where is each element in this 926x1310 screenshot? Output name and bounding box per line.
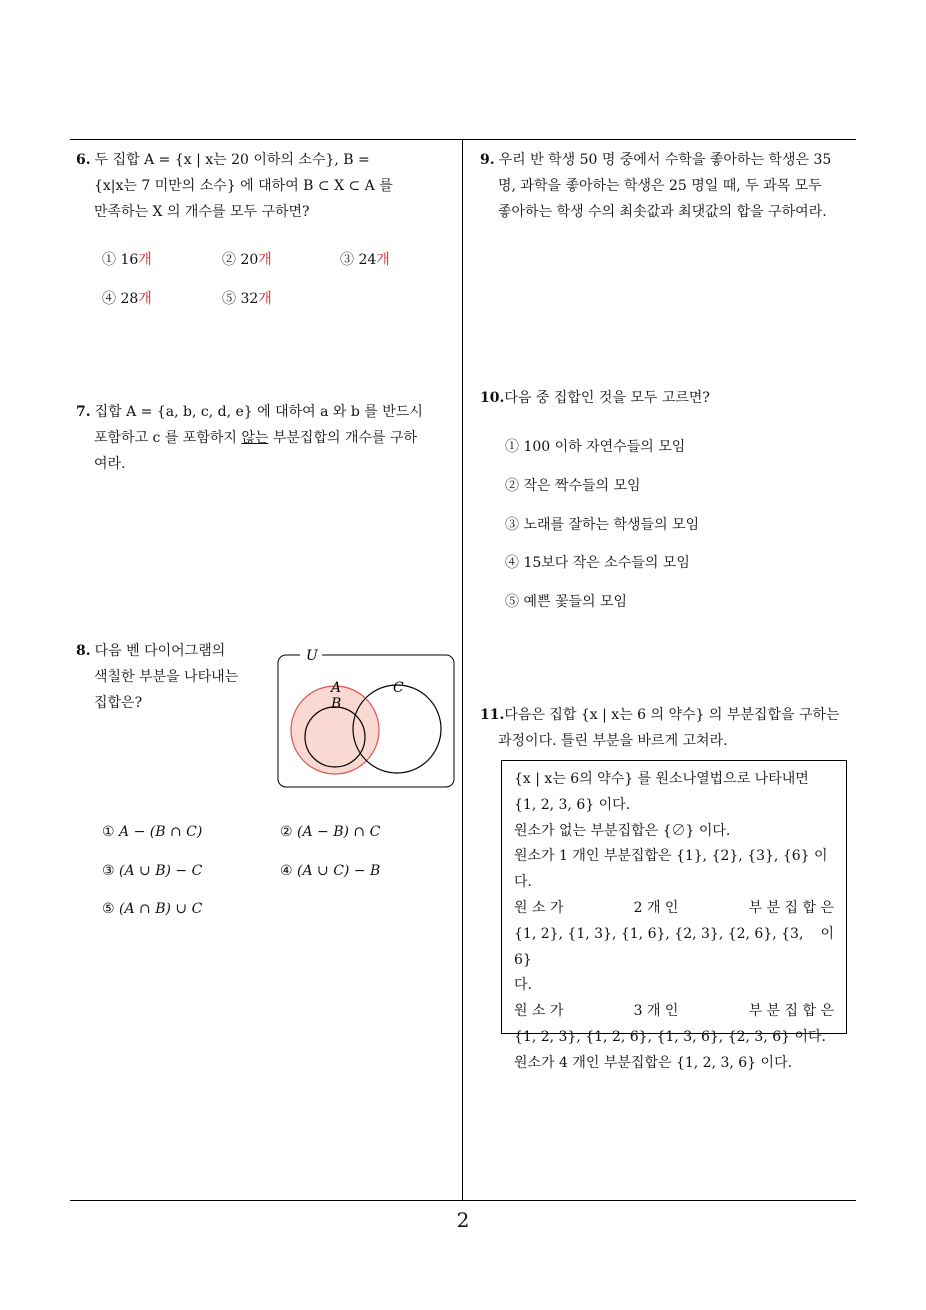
q6-option-3[interactable]: ③ 24개 — [340, 252, 390, 268]
question-text-line: 다음 중 집합인 것을 모두 고르면? — [504, 390, 710, 406]
page-number: 2 — [456, 1208, 470, 1232]
question-text-line: 색칠한 부분을 나타내는 — [94, 669, 239, 685]
q6-option-2[interactable]: ② 20개 — [222, 252, 272, 268]
question-11 — [480, 702, 860, 754]
box-line: {1, 2, 3}, {1, 2, 6}, {1, 3, 6}, {2, 3, 6} 이다. — [514, 1028, 826, 1045]
question-text-line: 만족하는 X 의 개수를 모두 구하면? — [94, 204, 310, 220]
set-a-label: A — [331, 680, 342, 696]
question-text-fragment: 포함하고 c 를 포함하지 — [94, 430, 242, 446]
question-text-line: 과정이다. 틀린 부분을 바르게 고쳐라. — [498, 733, 728, 749]
question-6 — [76, 147, 456, 225]
q8-option-5[interactable]: ⑤ (A ∩ B) ∪ C — [102, 901, 203, 917]
set-c-label: C — [393, 680, 404, 696]
question-9 — [480, 147, 860, 225]
question-7 — [76, 399, 456, 477]
question-number: 9. — [480, 152, 495, 168]
question-8 — [76, 638, 266, 716]
question-10 — [480, 385, 860, 411]
q8-option-2[interactable]: ② (A − B) ∩ C — [280, 824, 381, 840]
q10-option-5[interactable]: ⑤ 예쁜 꽃들의 모임 — [505, 594, 628, 610]
box-line: 원소가 1 개인 부분집합은 {1}, {2}, {3}, {6} 이다. — [514, 848, 828, 891]
box-line: {1, 2, 3, 6} 이다. — [514, 796, 631, 813]
question-text-line: 우리 반 학생 50 명 중에서 수학을 좋아하는 학생은 35 — [498, 152, 832, 168]
question-text-line: 두 집합 A = {x | x는 20 이하의 소수}, B = — [94, 152, 370, 168]
q6-option-4[interactable]: ④ 28개 — [102, 291, 152, 307]
q10-option-1[interactable]: ① 100 이하 자연수들의 모임 — [505, 439, 686, 455]
q6-option-1[interactable]: ① 16개 — [102, 252, 152, 268]
box-line: 원소가 없는 부분집합은 {∅} 이다. — [514, 822, 731, 839]
q10-option-3[interactable]: ③ 노래를 잘하는 학생들의 모임 — [505, 517, 700, 533]
question-text-line: 명, 과학을 좋아하는 학생은 25 명일 때, 두 과목 모두 — [498, 178, 822, 194]
q10-option-4[interactable]: ④ 15보다 작은 소수들의 모임 — [505, 555, 690, 571]
box-line-justified: 원 소 가 2 개 인 부 분 집 합 은 — [514, 899, 834, 916]
box-line-justified: {1, 2}, {1, 3}, {1, 6}, {2, 3}, {2, 6}, {3, 6} 이 — [514, 925, 834, 968]
question-text-line: 다음은 집합 {x | x는 6 의 약수} 의 부분집합을 구하는 — [504, 707, 840, 723]
venn-diagram — [276, 645, 458, 791]
q6-option-5[interactable]: ⑤ 32개 — [222, 291, 272, 307]
q8-option-1[interactable]: ① A − (B ∩ C) — [102, 824, 203, 840]
bottom-rule — [70, 1200, 856, 1201]
box-line: 원소가 4 개인 부분집합은 {1, 2, 3, 6} 이다. — [514, 1054, 793, 1071]
underlined-word: 않는 — [241, 430, 269, 446]
universe-label: U — [306, 648, 318, 664]
question-text-line: 집합은? — [94, 695, 143, 711]
question-text-fragment: 부분집합의 개수를 구하 — [268, 430, 418, 446]
question-text-line: 집합 A = {a, b, c, d, e} 에 대하여 a 와 b 를 반드시 — [94, 404, 423, 420]
question-number: 11. — [480, 707, 505, 723]
question-text-line: 여라. — [94, 456, 126, 472]
q10-option-2[interactable]: ② 작은 짝수들의 모임 — [505, 478, 641, 494]
column-divider — [462, 139, 463, 1200]
question-number: 7. — [76, 404, 91, 420]
box-line-justified: 원 소 가 3 개 인 부 분 집 합 은 — [514, 1003, 834, 1020]
top-rule — [70, 139, 856, 140]
q8-option-3[interactable]: ③ (A ∪ B) − C — [102, 863, 203, 879]
question-text-line: 다음 벤 다이어그램의 — [94, 643, 226, 659]
q11-solution-box — [501, 760, 847, 1071]
question-number: 6. — [76, 152, 91, 168]
box-line: 다. — [514, 977, 532, 994]
q8-option-4[interactable]: ④ (A ∪ C) − B — [280, 863, 381, 879]
question-number: 10. — [480, 390, 505, 406]
question-number: 8. — [76, 643, 91, 659]
question-text-line: {x|x는 7 미만의 소수} 에 대하여 B ⊂ X ⊂ A 를 — [94, 178, 393, 194]
box-line: {x | x는 6의 약수} 를 원소나열법으로 나타내면 — [514, 771, 809, 787]
set-b-label: B — [331, 696, 342, 712]
question-text-line: 좋아하는 학생 수의 최솟값과 최댓값의 합을 구하여라. — [498, 204, 827, 220]
